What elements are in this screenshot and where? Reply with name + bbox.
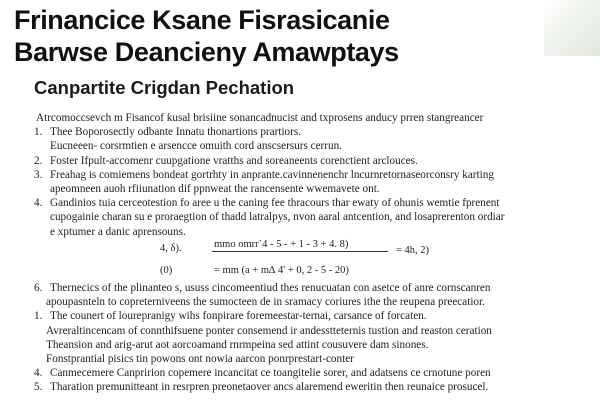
line-text: e xptumer a danic aprensouns. bbox=[50, 225, 186, 238]
line-text: Thee Boporosectly odbante Innatu thonartions prartiors. bbox=[50, 126, 302, 139]
line-text: Foster Ifpult-accomenr cuupgatione vratths and soreaneents corenctient arclouces. bbox=[50, 154, 418, 167]
title-line-2: Barwse Deancieny Amawptays bbox=[14, 37, 399, 67]
line-text: Thernecics of the plinanteo s, ususs cincomeentiud thes renucuatan con asetce of anre cornscanren bbox=[50, 282, 491, 294]
list-number: 4. bbox=[34, 367, 43, 380]
line-text: Tharation premunitteant in resrpren preonetaover ancs alaremend eweritin then reunaice prosucel. bbox=[50, 381, 489, 394]
section-heading: Canpartite Crigdan Pechation bbox=[34, 77, 295, 98]
line-text: apeomneen auoh rfiiunation dif ppnweat the rancensente wwemavete ont. bbox=[50, 183, 380, 195]
equation-rhs: = 4h, 2) bbox=[396, 245, 430, 256]
equation-numerator: mmo omrr˙4 - 5 - + 1 - 3 + 4. 8) bbox=[214, 239, 349, 250]
list-number: 2. bbox=[34, 154, 43, 167]
line-text: cupogainie charan su e proraegtion of thadd latralpys, nvon aaral antcention, and losaprerenton ordiar bbox=[50, 211, 505, 224]
list-number: 1. bbox=[34, 126, 43, 139]
list-number: 1. bbox=[34, 310, 43, 323]
line-text: apoupasnteln to copreterniveens the sumocteen de in sramacy coriures ithe the reupena preecatior. bbox=[46, 296, 485, 309]
display-equation bbox=[160, 238, 460, 278]
line-text: Avreraltincencam of connthifsuene ponter consemend ir andesstteternis tustion and reaston ceration bbox=[46, 324, 492, 337]
list-number: 5. bbox=[34, 381, 43, 394]
equation-label-2: (0) bbox=[160, 265, 173, 276]
list-number: 4. bbox=[34, 197, 43, 210]
equation-label-1: 4, δ). bbox=[160, 243, 182, 254]
list-number: 3. bbox=[34, 168, 43, 181]
document-title bbox=[14, 4, 574, 68]
fraction-bar bbox=[212, 251, 388, 252]
line-text: Eucneeen- corsrmtien e arsencce omuith cord anscsersurs cerrun. bbox=[50, 140, 342, 153]
line-text: Fonstprantial pisics tin powons ont nowia aarcon ponrprestart-conter bbox=[46, 353, 354, 365]
title-line-1: Frinancice Ksane Fisrasicanie bbox=[14, 5, 390, 35]
equation-denominator: = mm (a + m∆ 4' + 0, 2 - 5 - 20) bbox=[214, 265, 349, 276]
line-text: Gandinios tuia cerceotestion fo aree u the caning fee thracours thar ewaty of ohunis wemtie fprenent bbox=[50, 197, 500, 210]
list-number: 6. bbox=[34, 282, 43, 294]
line-text: Atrcomoccsevch m Fisancof ƙusal brisiine sonancadnucist and txprosens anducy prren stangreancer bbox=[36, 112, 484, 124]
line-text: Theansion and arig-arut aot aorcoamand rnrmpeina sed attint cousuvere dam sinones. bbox=[46, 338, 429, 351]
line-text: The counert of lourepranigy wihs fonpirare foremeestar-ternai, carsance of forcaten. bbox=[50, 310, 427, 323]
line-text: Canmecemere Canpririon copemere incancitat ce toangitelie sorer, and adatsens ce crnotune poren bbox=[50, 367, 491, 380]
line-text: Freahag is comiemens bondeat gortrhty in anprante.cavinnenenchr lncurnretornaseorconsry karting bbox=[50, 168, 494, 181]
